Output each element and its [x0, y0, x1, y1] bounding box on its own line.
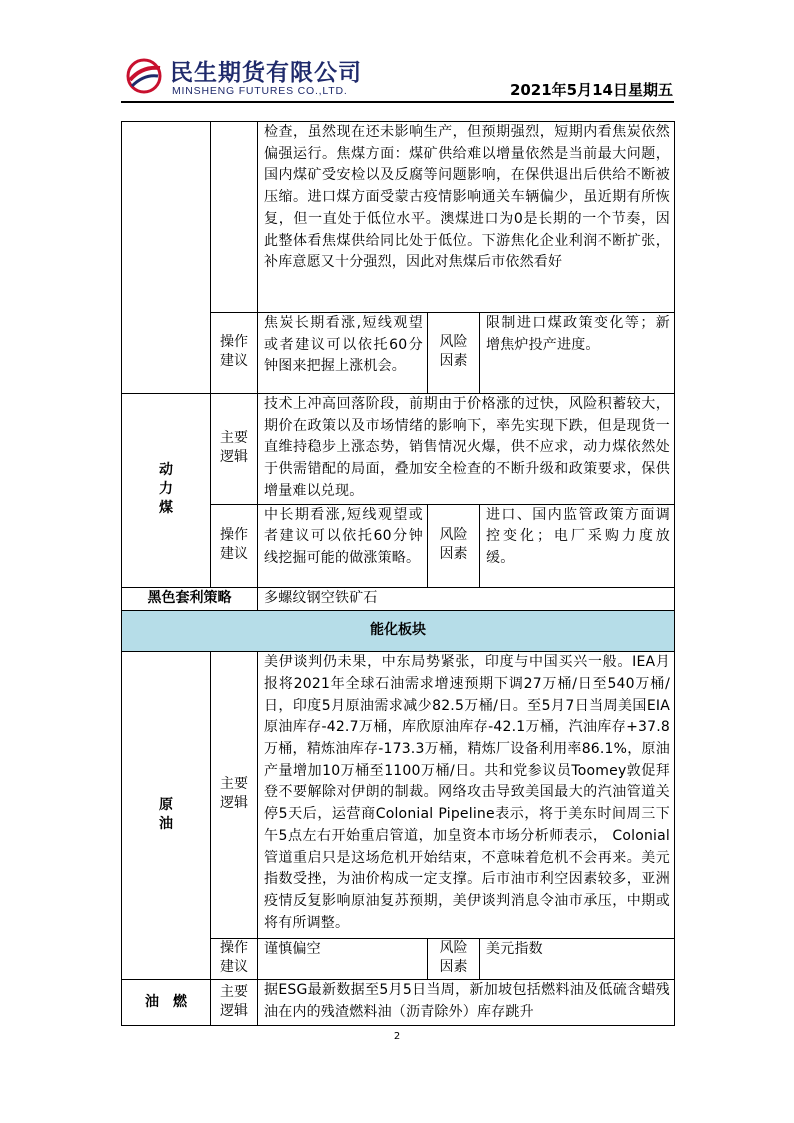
commodity-analysis-table [121, 121, 675, 1026]
thermal-op-label: 操作建议 [211, 504, 258, 587]
coke-op-cell [258, 313, 428, 394]
black-arb-row [122, 587, 675, 611]
report-date: 2021年5月14日星期五 [509, 81, 673, 99]
fuel-logic-cell [258, 980, 675, 1025]
coke-logic-cell [258, 122, 675, 313]
company-logo [126, 54, 366, 102]
coke-logic-label-cell [211, 122, 258, 313]
black-arb-value: 多螺纹钢空铁矿石 [264, 589, 378, 606]
thermal-op-cell [258, 504, 428, 587]
coke-section-cell [122, 122, 211, 394]
crude-op-advice-text: 谨慎偏空 [264, 941, 321, 958]
thermal-logic-cell [258, 394, 675, 505]
fuel-logic-label: 主要逻辑 [211, 980, 258, 1025]
coke-risk-text: 限制进口煤政策变化等；新增焦炉投产进度。 [486, 315, 671, 353]
crude-main-logic-text: 美伊谈判仍未果，中东局势紧张，印度与中国买兴一般。IEA月报将2021年全球石油需求增速预期下调27万桶/日至540万桶/日，印度5月原油需求减少82.5万桶/日。至5月7日当周美国EIA原油库存-42.7万桶，库欣原油库存-42.1万桶，汽油库存+37.8万桶，精炼油库存-173.3万桶，精炼厂设备利用率86.1%，原油产量增加10万桶至1100万桶/日。共和党参议员Toomey敦促拜登不要解除对伊朗的制裁。网络攻击导致美国最大的汽油管道关停5天后，运营商Colonial Pipeline表示，将于美东时间周三下午5点左右开始重启管道，加皇资本市场分析师表示， Colonial管道重启只是这场危机开始结束，不意味着危机不会再来。美元指数受挫，为油价构成一定支撑。后市油市利空因素较多，亚洲疫情反复影响原油复苏预期，美伊谈判消息令油市承压，中期或将有所调整。 [264, 654, 671, 931]
thermal-logic-row [122, 394, 675, 505]
company-name-cn: 民生期货有限公司 [170, 60, 362, 86]
coke-op-advice-text: 焦炭长期看涨,短线观望或者建议可以依托60分钟图来把握上涨机会。 [264, 315, 423, 375]
coke-main-logic-text: 检查，虽然现在还未影响生产，但预期强烈，短期内看焦炭依然偏强运行。焦煤方面：煤矿供给难以增量依然是当前最大问题，国内煤矿受安检以及反腐等问题影响，在保供退出后供给不断被压缩。进口煤方面受蒙古疫情影响通关车辆偏少，虽近期有所恢复，但一直处于低位水平。澳煤进口为0是长期的一个节奏，因此整体看焦煤供给同比处于低位。下游焦化企业利润不断扩张，补库意愿又十分强烈，因此对焦煤后市依然看好 [264, 124, 671, 271]
thermal-risk-text: 进口、国内监管政策方面调控变化；电厂采购力度放缓。 [486, 506, 671, 566]
crude-logic-cell [258, 652, 675, 939]
fuel-logic-row [122, 980, 675, 1025]
coke-op-label: 操作建议 [211, 313, 258, 394]
company-name-en: MINSHENG FUTURES CO.,LTD. [172, 85, 348, 97]
thermal-logic-label: 主要逻辑 [211, 394, 258, 505]
crude-risk-label: 风险因素 [428, 939, 480, 980]
thermal-op-advice-text: 中长期看涨,短线观望或者建议可以依托60分钟线挖掘可能的做涨策略。 [264, 506, 423, 566]
black-arb-label: 黑色套利策略 [122, 587, 258, 611]
crude-section-label: 原油 [122, 652, 211, 980]
crude-logic-label: 主要逻辑 [211, 652, 258, 939]
crude-risk-text: 美元指数 [486, 941, 543, 958]
thermal-risk-label: 风险因素 [428, 504, 480, 587]
black-arb-cell [258, 587, 675, 611]
thermal-section-label: 动力煤 [122, 394, 211, 588]
energy-banner-row [122, 611, 675, 652]
crude-logic-row [122, 652, 675, 939]
company-logo-mark-icon [126, 58, 162, 94]
crude-risk-cell [480, 939, 675, 980]
coke-logic-row [122, 122, 675, 313]
crude-op-cell [258, 939, 428, 980]
coke-risk-cell [480, 313, 675, 394]
crude-op-label: 操作建议 [211, 939, 258, 980]
fuel-main-logic-text: 据ESG最新数据至5月5日当周，新加坡包括燃料油及低硫含蜡残油在内的残渣燃料油（沥青除外）库存跳升 [264, 982, 671, 1020]
page-number: 2 [393, 1031, 401, 1042]
thermal-risk-cell [480, 504, 675, 587]
fuel-section-label: 油 燃 [122, 980, 211, 1025]
header-divider [121, 101, 674, 103]
energy-section-banner: 能化板块 [122, 611, 675, 652]
coke-risk-label: 风险因素 [428, 313, 480, 394]
thermal-main-logic-text: 技术上冲高回落阶段，前期由于价格涨的过快，风险积蓄较大，期价在政策以及市场情绪的影响下，率先实现下跌，但是现货一直维持稳步上涨态势，销售情况火爆，供不应求，动力煤依然处于供需错配的局面，叠加安全检查的不断升级和政策要求，保供增量难以兑现。 [264, 396, 671, 499]
